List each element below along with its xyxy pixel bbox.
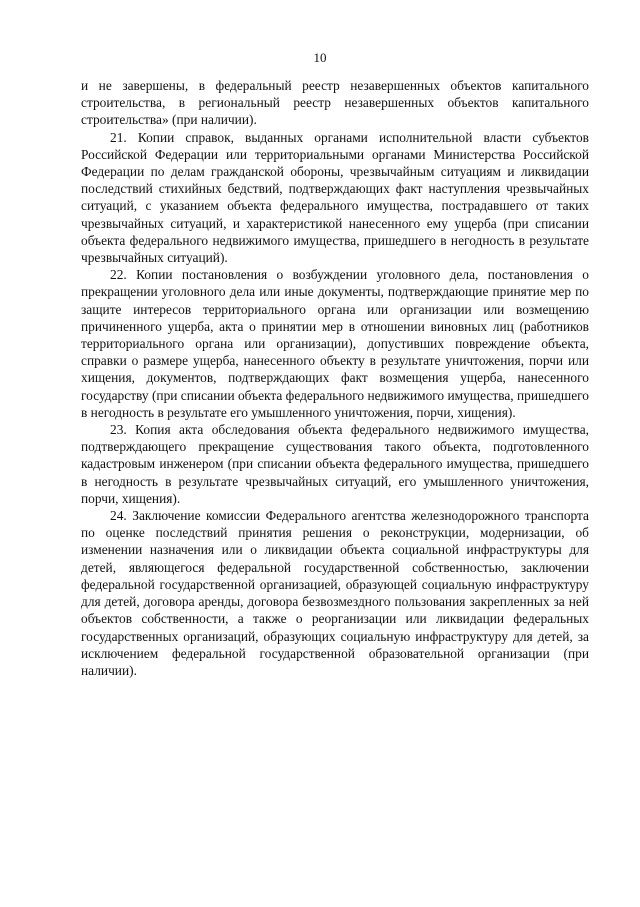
page-number: 10 [313,50,327,65]
paragraph-continuation: и не завершены, в федеральный реестр незавершенных объектов капитального строительства, в региональный реестр незавершенных объектов капитального строительства» (при наличии). [81,78,589,128]
paragraph-item-24: 24. Заключение комиссии Федерального агентства железнодорожного транспорта по оценке последствий принятия решения о реконструкции, модернизации, об изменении назначения или о ликвидации объекта социальной инфраструктуры для детей, являющегося федеральной государственной собственностью, заключении федеральной государственной организацией, образующей социальную инфраструктуру для детей, договора аренды, договора безвозмездного пользования закрепленных за ней объектов собственности, а также о реорганизации или ликвидации федеральных государственных организаций, образующих социальную инфраструктуру для детей, за исключением федеральной государственной образовательной организации (при наличии). [81,508,589,678]
paragraph-item-22: 22. Копии постановления о возбуждении уголовного дела, постановления о прекращении уголовного дела или иные документы, подтверждающие принятие мер по защите интересов территориального органа или организации или возмещению причиненного ущерба, акта о принятии мер в отношении виновных лиц (работников территориального органа или организации), допустивших повреждение объекта, справки о размере ущерба, нанесенного объекту в результате уничтожения, порчи или хищения, документов, подтверждающих факт возмещения ущерба, нанесенного государству (при списании объекта федерального недвижимого имущества, пришедшего в негодность в результате его умышленного уничтожения, порчи, хищения). [81,267,590,420]
document-body [81,77,589,679]
paragraph-item-23: 23. Копия акта обследования объекта федерального недвижимого имущества, подтверждающего прекращение существования такого объекта, подготовленного кадастровым инженером (при списании объекта федерального имущества, пришедшего в негодность в результате чрезвычайных ситуаций, его умышленного уничтожения, порчи, хищения). [81,422,589,506]
paragraph-item-21: 21. Копии справок, выданных органами исполнительной власти субъектов Российской Федерации или территориальными органами Министерства Российской Федерации по делам гражданской обороны, чрезвычайным ситуациям и ликвидации последствий стихийных бедствий, подтверждающих факт наступления чрезвычайных ситуаций, с указанием объекта федерального имущества, пострадавшего от таких чрезвычайных ситуаций, и характеристикой нанесенного ему ущерба (при списании объекта федерального недвижимого имущества, пришедшего в негодность в результате чрезвычайных ситуаций). [81,129,589,266]
